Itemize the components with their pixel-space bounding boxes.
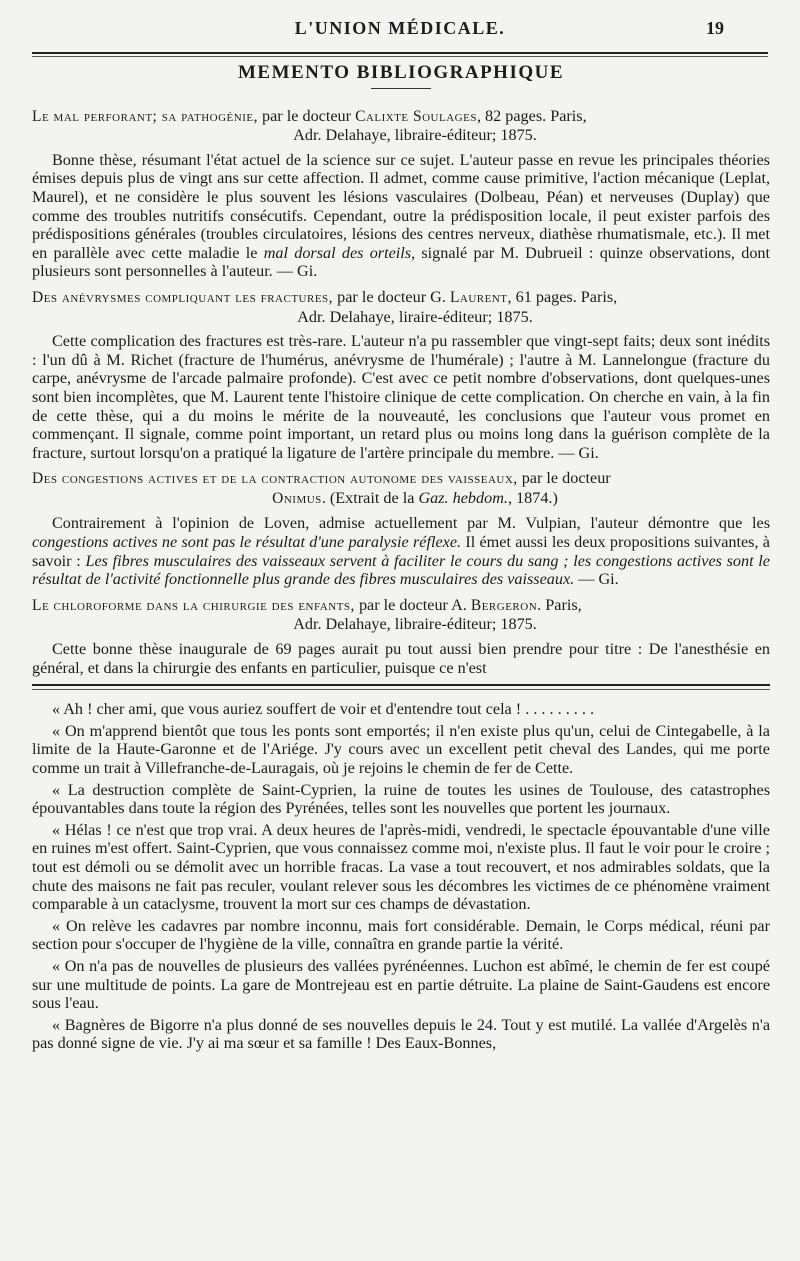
review-entry: [32, 469, 770, 589]
review-title: Des congestions actives et de la contraction autonome des vaisseaux,: [32, 470, 518, 488]
review-extent: , 82 pages. Paris,: [476, 106, 587, 125]
review-entry: [32, 107, 770, 281]
review-title-rest: par le docteur: [517, 469, 611, 488]
review-extent: . Paris,: [537, 595, 582, 614]
letter-paragraph: « Hélas ! ce n'est que trop vrai. A deux heures de l'après-midi, vendredi, le spectacle épouvantable d'une ville en ruines m'est offert. Saint-Cyprien, que vous connaissez comme moi, n'existe plus. Il faut le voir pour le croire ; tout est démoli ou se démolit avec un horrible fracas. La vase a tout recouvert, et nos admirables soldats, que la chute des maisons ne fait pas reculer, voulant relever sous les décombres les victimes de ce phénomène vraiment comparable à un cataclysme, trouvent la mort sur ces champs de dévastation.: [32, 820, 770, 914]
page-number: 19: [706, 18, 724, 38]
review-body-end: — Gi.: [574, 570, 619, 589]
review-body: [32, 514, 770, 588]
letter-paragraph: « La destruction complète de Saint-Cyprien, la ruine de toutes les usines de Toulouse, des catastrophes épouvantables dans toute la région des Pyrénées, telles sont les nouvelles que portent les journaux.: [32, 780, 770, 818]
review-title-rest: par le docteur: [257, 106, 356, 125]
review-body-end: , signalé par M. Dubrueil : quinze observations, dont plusieurs sont personnelles à l'auteur. — Gi.: [32, 243, 771, 281]
running-head: L'UNION MÉDICALE.: [294, 18, 506, 38]
review-source-post: , 1874.): [507, 488, 558, 507]
section-title-rule: [371, 88, 431, 89]
review-heading: [32, 596, 770, 634]
review-title: Des anévrysmes compliquant les fractures,: [32, 288, 334, 306]
review-entry: [32, 596, 770, 677]
section-title: MEMENTO BIBLIOGRAPHIQUE: [237, 62, 565, 83]
review-source-journal: Gaz. hebdom.: [418, 488, 508, 507]
review-body-italic-2: Les fibres musculaires des vaisseaux servent à faciliter le cours du sang ; les congestions actives sont le résultat de l'activité fonctionnelle plus grande des fibres musculaires des vaisseaux.: [32, 551, 770, 589]
feuilleton-rule-thin: [32, 689, 770, 690]
review-source: [60, 489, 770, 509]
review-body: Cette bonne thèse inaugurale de 69 pages aurait pu tout aussi bien prendre pour titre : De l'anesthésie en général, et dans la chirurgie des enfants en particulier, puisque ce n'est: [32, 640, 770, 677]
review-body: Cette complication des fractures est très-rare. L'auteur n'a pu rassembler que vingt-sept faits; deux sont inédits : l'un dû à M. Richet (fracture de l'humérus, anévrysme de l'humérale) ; l'autre à M. Lannelongue (fracture du carpe, anévrysme de l'arcade palmaire profonde). C'est avec ce petit nombre d'observations, dont quelques-unes sont bien incomplètes, que M. Laurent tente l'histoire clinique de cette complication. On cherche en vain, à la fin de cette thèse, qui a du moins le mérite de la nouveauté, les conclusions que l'auteur vous promet en commençant. Il signale, comme point important, un retard plus ou moins long dans la guérison complète de la fracture, surtout lorsqu'on a pratiqué la ligature de l'artère principale du membre. — Gi.: [32, 332, 770, 462]
feuilleton-rule: [32, 684, 770, 686]
review-author: Bergeron: [470, 596, 538, 614]
review-body-italic: congestions actives ne sont pas le résultat d'une paralysie réflexe.: [32, 533, 462, 552]
review-entry: [32, 288, 770, 462]
header-rule: [32, 52, 768, 54]
review-body-mid: Il émet aussi les deux propositions suivantes, à savoir :: [32, 533, 770, 570]
review-title: Le mal perforant; sa pathogénie,: [32, 107, 258, 125]
review-author: Onimus: [272, 489, 322, 507]
letter-paragraph: « On n'a pas de nouvelles de plusieurs des vallées pyrénéennes. Luchon est abîmé, le chemin de fer est coupé sur une multitude de points. La gare de Montrejeau est en partie détruite. La plaine de Saint-Gaudens est encore sous l'eau.: [32, 956, 770, 1013]
letter-paragraph: « Bagnères de Bigorre n'a plus donné de ses nouvelles depuis le 24. Tout y est mutilé. La vallée d'Argelès n'a pas donné signe de vie. J'y ai ma sœur et sa famille ! Des Eaux-Bonnes,: [32, 1015, 770, 1053]
review-body-text: Bonne thèse, résumant l'état actuel de la science sur ce sujet. L'auteur passe en revue les principales théories émises depuis plus de vingt ans sur cette affection. Il admet, comme cause primitive, l'action mécanique (Leplat, Maurel), et ne considère le plus souvent les lésions vasculaires (Dolbeau, Péan) et nerveuses (Duplay) que comme des troubles nutritifs consécutifs. Cependant, outre la prédisposition locale, il peut exister parfois des prédispositions générales (troubles circulatoires, lésions des centres nerveux, diathèse rhumatismale, etc.). Il met en parallèle avec cette maladie le: [32, 150, 770, 262]
letter-paragraph: « Ah ! cher ami, que vous auriez souffert de voir et d'entendre tout cela ! . . . . . . . . .: [52, 700, 595, 719]
review-publisher: Adr. Delahaye, libraire-éditeur; 1875.: [293, 615, 537, 634]
letter-paragraph: « On m'apprend bientôt que tous les ponts sont emportés; il n'en existe plus qu'un, celui de Cintegabelle, à la limite de la Haute-Garonne et de l'Ariége. J'y cours avec un excellent petit cheval des Landes, qui me porte comme un trait à Villefranche-de-Lauragais, où je rejoins le chemin de fer de Cette.: [32, 721, 770, 777]
review-author: Laurent: [449, 288, 508, 306]
review-extent: , 61 pages. Paris,: [507, 287, 618, 306]
review-title-rest: par le docteur G.: [333, 287, 450, 306]
review-heading: [32, 107, 770, 145]
review-title: Le chloroforme dans la chirurgie des enfants,: [32, 596, 355, 614]
review-heading: [32, 288, 770, 326]
review-publisher: Adr. Delahaye, liraire-éditeur; 1875.: [297, 307, 533, 326]
review-author: Calixte Soulages: [355, 107, 477, 125]
review-title-rest: par le docteur A.: [354, 595, 471, 614]
review-source-pre: . (Extrait de la: [321, 488, 419, 507]
letter-section: [32, 700, 770, 1053]
review-body-text: Contrairement à l'opinion de Loven, admise actuellement par M. Vulpian, l'auteur démontre que les: [52, 514, 770, 533]
review-body-italic: mal dorsal des orteils: [263, 243, 412, 262]
page-header: [32, 18, 768, 48]
review-body: [32, 151, 770, 281]
page-content: [32, 62, 770, 1056]
letter-paragraph: « On relève les cadavres par nombre inconnu, mais fort considérable. Demain, le Corps médical, réuni par section pour s'occuper de l'hygiène de la ville, connaîtra en grande partie la vérité.: [32, 916, 770, 954]
header-rule-thin: [32, 56, 768, 57]
review-publisher: Adr. Delahaye, libraire-éditeur; 1875.: [293, 126, 537, 145]
review-heading: [32, 469, 770, 508]
